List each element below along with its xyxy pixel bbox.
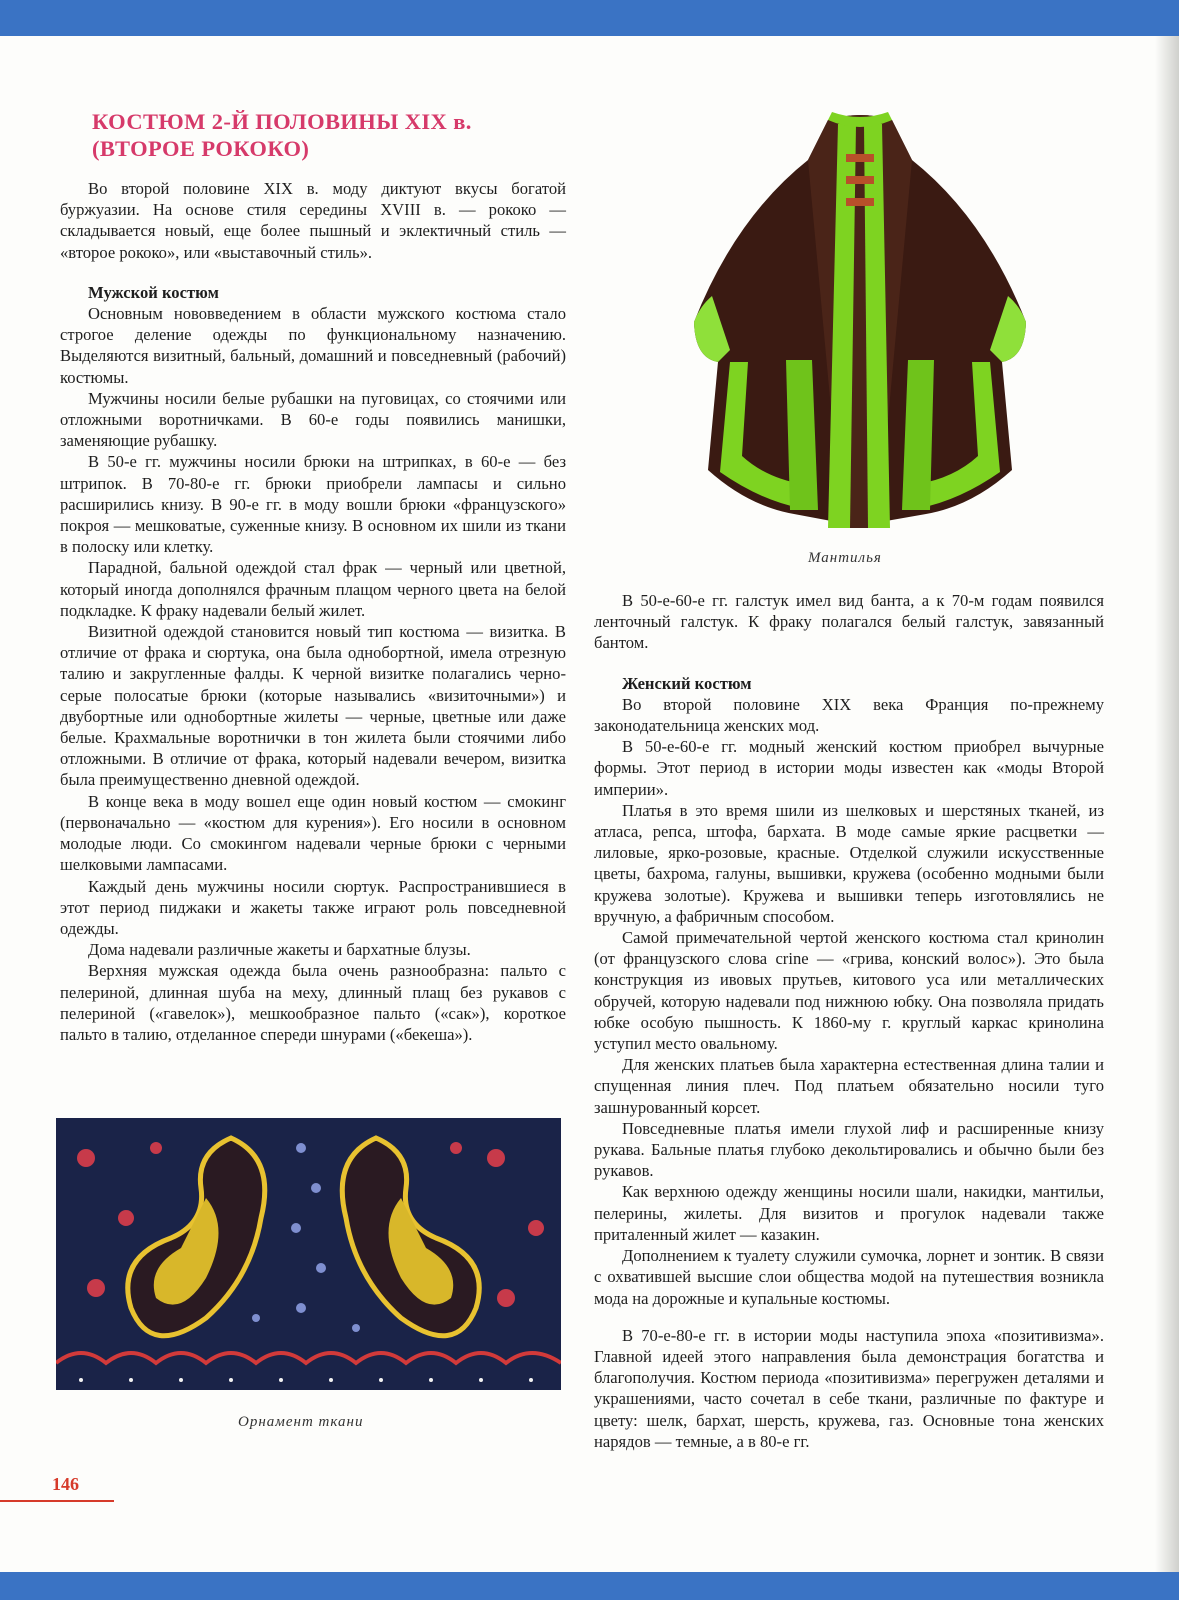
men-paragraph-3: В 50-е гг. мужчины носили брюки на штрипках, в 60-е — без штрипок. В 70-80-е гг. брюки приобрели лампасы и сильно расширились книзу. В 90-е гг. в моду вошли брюки «французского» покроя — мешковатые, суженные книзу. В основном их шили из ткани в полоску или клетку.: [60, 452, 566, 557]
mantilla-caption: Мантилья: [808, 550, 882, 566]
page-number-rule: [0, 1500, 114, 1502]
top-color-band: [0, 0, 1179, 36]
positivism-paragraph: В 70-е-80-е гг. в истории моды наступила эпоха «позитивизма». Главной идеей этого направления была демонстрация богатства и благополучия. Костюм периода «позитивизма» перегружен деталями и украшениями, часто сочетал в себе ткани, различные по фактуре и цвету: шелк, бархат, шерсть, кружева, газ. Основные тона женских нарядов — темные, а в 80-е гг.: [594, 1325, 1104, 1451]
left-column: [60, 178, 566, 1045]
men-paragraph-2: Мужчины носили белые рубашки на пуговицах, со стоячими или отложными воротничками. В 60-е годы появились манишки, заменяющие рубашку.: [60, 388, 566, 451]
page-spine-shadow: [1155, 36, 1179, 1572]
fabric-ornament-illustration: [56, 1118, 561, 1390]
page-number: 146: [52, 1474, 79, 1494]
women-paragraph-8: Дополнением к туалету служили сумочка, лорнет и зонтик. В связи с охватившей высшие слои общества модой на путешествия возникла мода на дорожные и купальные костюмы.: [594, 1246, 1104, 1308]
men-paragraph-7: Каждый день мужчины носили сюртук. Распространившиеся в этот период пиджаки и жакеты также играют роль повседневной одежды.: [60, 876, 566, 938]
bottom-color-band: [0, 1572, 1179, 1600]
mantilla-illustration: [690, 100, 1030, 530]
men-paragraph-9: Верхняя мужская одежда была очень разнообразна: пальто с пелериной, длинная шуба на меху, длинный плащ без рукавов с пелериной («гавелок»), мешкообразное пальто («сак»), короткое пальто в талию, отделанное спереди шнурами («бекеша»).: [60, 961, 566, 1044]
women-paragraph-3: Платья в это время шили из шелковых и шерстяных тканей, из атласа, репса, штофа, бархата. В моде самые яркие расцветки — лиловые, ярко-розовые, красные. Отделкой служили искусственные цветы, бахрома, галуны, вышивки, кружева (особенно модными были кружева золотые). Кружева и вышивки теперь изготовлялись не вручную, а фабричным способом.: [594, 800, 1104, 926]
ornament-pattern: [56, 1118, 561, 1390]
men-paragraph-8: Дома надевали различные жакеты и бархатные блузы.: [88, 940, 471, 960]
right-column: [594, 590, 1104, 1452]
ornament-caption: Орнамент ткани: [238, 1414, 364, 1430]
title-line-2: (ВТОРОЕ РОКОКО): [92, 136, 310, 161]
men-paragraph-6: В конце века в моду вошел еще один новый костюм — смокинг (первоначально — «костюм для курения»). Его носили в основном молодые люди. Со смокингом надевали черные брюки с черными шелковыми лампасами.: [60, 791, 566, 875]
men-paragraph-4: Парадной, бальной одеждой стал фрак — черный или цветной, который иногда дополнялся фрачным плащом черного цвета на белой подкладке. К фраку надевали белый жилет.: [60, 558, 566, 620]
intro-paragraph: Во второй половине XIX в. моду диктуют вкусы богатой буржуазии. На основе стиля середины XVIII в. — рококо — складывается новый, еще более пышный и эклектичный стиль — «второе рококо», или «выставочный стиль».: [60, 179, 566, 262]
women-paragraph-6: Повседневные платья имели глухой лиф и расширенные книзу рукава. Бальные платья глубоко декольтировались и обычно были без рукавов.: [594, 1118, 1104, 1181]
men-paragraph-1: Основным нововведением в области мужского костюма стало строгое деление одежды по функциональному назначению. Выделяются визитный, бальный, домашний и повседневный (рабочий) костюмы.: [60, 304, 566, 387]
title-line-1: КОСТЮМ 2-Й ПОЛОВИНЫ XIX в.: [92, 109, 472, 134]
women-paragraph-7: Как верхнюю одежду женщины носили шали, накидки, мантильи, пелерины, жилеты. Для визитов и прогулок надевали также приталенный жилет — казакин.: [594, 1182, 1104, 1244]
women-paragraph-1: Во второй половине XIX века Франция по-прежнему законодательница женских мод.: [594, 694, 1104, 736]
men-paragraph-5: Визитной одеждой становится новый тип костюма — визитка. В отличие от фрака и сюртука, она была однобортной, имела отрезную талию и закругленные фалды. К черной визитке полагались черно-серые полосатые брюки (которые назывались «визиточными») и двубортные или однобортные жилеты — черные, цветные или даже белые. Крахмальные воротнички в тон жилета были стоячими либо отложными. В отличие от фрака, который надевали вечером, визитка была преимущественно дневной одеждой.: [60, 622, 566, 790]
women-section-heading: Женский костюм: [622, 673, 752, 693]
women-paragraph-5: Для женских платьев была характерна естественная длина талии и спущенная линия плеч. Под платьем обязательно носили туго зашнурованный корсет.: [594, 1055, 1104, 1117]
tie-paragraph: В 50-е-60-е гг. галстук имел вид банта, а к 70-м годам появился ленточный галстук. К фраку полагался белый галстук, завязанный бантом.: [594, 591, 1104, 653]
men-section-heading: Мужской костюм: [88, 282, 219, 302]
women-paragraph-2: В 50-е-60-е гг. модный женский костюм приобрел вычурные формы. Этот период в истории моды известен как «моды Второй империи».: [594, 737, 1104, 799]
page-title: [92, 108, 592, 162]
women-paragraph-4: Самой примечательной чертой женского костюма стал кринолин (от французского слова crine — «грива, конский волос»). Это была конструкция из ивовых прутьев, китового уса или металлических обручей, которую надевали под нижнюю юбку. Она позволяла придать юбке особую пышность. К 1860-му г. круглый каркас кринолина уступил место овальному.: [594, 928, 1104, 1054]
